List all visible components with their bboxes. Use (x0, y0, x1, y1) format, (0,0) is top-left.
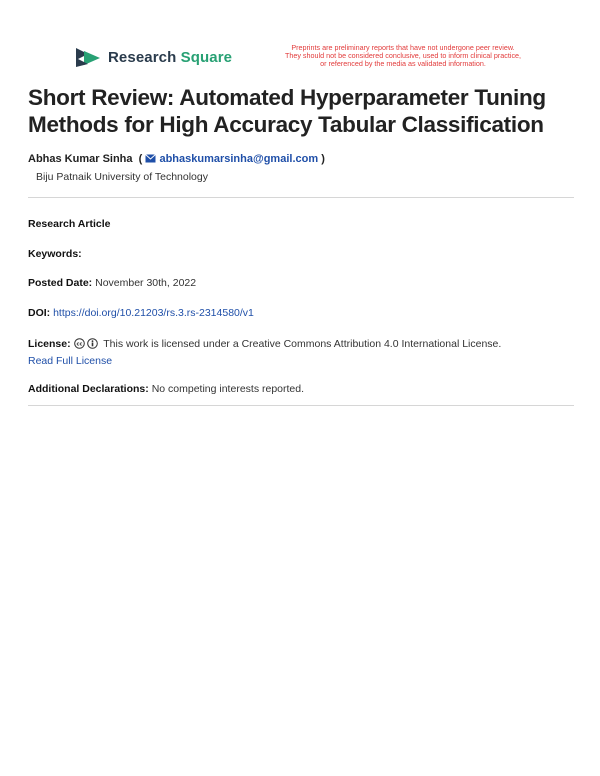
license-label: License: (28, 338, 71, 350)
author-line: Abhas Kumar Sinha ( abhaskumarsinha@gmail.com ) (28, 153, 325, 165)
cc-icons (74, 338, 98, 349)
doi-row (28, 307, 574, 319)
logo-text (108, 49, 232, 66)
author-affiliation: Biju Patnaik University of Technology (36, 171, 208, 183)
doi-label: DOI: (28, 307, 51, 319)
disclaimer-line: or referenced by the media as validated information. (320, 59, 486, 68)
divider (28, 405, 574, 406)
declarations-row (28, 383, 574, 395)
declarations-label: Additional Declarations: (28, 383, 149, 395)
divider (28, 197, 574, 198)
preprint-disclaimer (268, 44, 538, 68)
disclaimer-line: They should not be considered conclusive, used to inform clinical practice, (284, 51, 522, 60)
creative-commons-icon (74, 338, 85, 349)
posted-date-row (28, 277, 574, 289)
posted-date-label: Posted Date: (28, 277, 93, 289)
article-title: Short Review: Automated Hyperparameter Tuning Methods for High Accuracy Tabular Classification (28, 85, 546, 137)
posted-date-value: November 30th, 2022 (95, 277, 197, 289)
license-row (28, 336, 574, 370)
license-text: This work is licensed under a Creative Commons Attribution 4.0 International License. (103, 338, 502, 350)
declarations-value: No competing interests reported. (151, 383, 305, 395)
article-type (28, 218, 574, 230)
keywords-row (28, 248, 574, 260)
logo-word-square: Square (180, 48, 233, 66)
author-email: abhaskumarsinha@gmail.com (159, 153, 319, 165)
research-square-logo[interactable] (74, 46, 232, 68)
author-email-link[interactable] (145, 153, 321, 165)
article-type-value: Research Article (28, 218, 111, 230)
author-name: Abhas Kumar Sinha (28, 153, 133, 165)
preprint-header (0, 0, 600, 80)
svg-text:cc: cc (76, 341, 82, 348)
envelope-icon (145, 154, 156, 163)
doi-link[interactable]: https://doi.org/10.21203/rs.3.rs-2314580/v1 (53, 307, 254, 319)
read-full-license-link[interactable]: Read Full License (28, 355, 113, 367)
research-square-logo-icon (74, 46, 102, 68)
logo-word-research: Research (108, 48, 177, 66)
disclaimer-line: Preprints are preliminary reports that have not undergone peer review. (291, 43, 515, 52)
attribution-icon (87, 338, 98, 349)
keywords-label: Keywords: (28, 248, 82, 260)
